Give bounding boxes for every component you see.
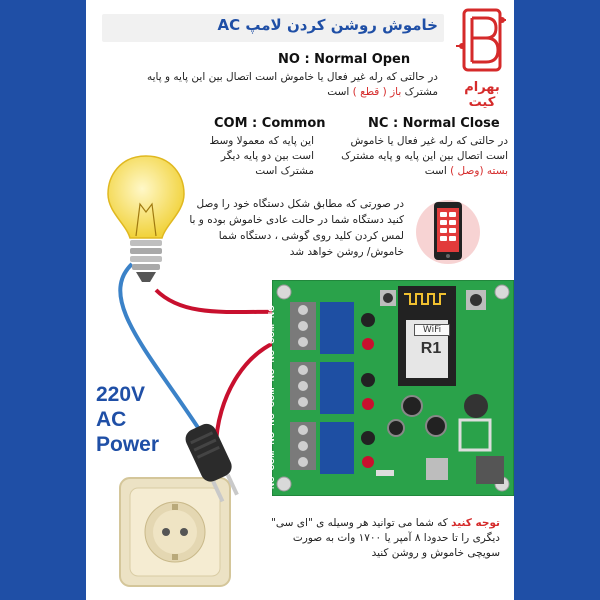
left-blue-frame — [0, 0, 86, 600]
terminal-label-nc-2: NC — [266, 413, 276, 426]
terminal-label-nc-1: NC — [266, 350, 276, 363]
instructions-text: در صورتی که مطابق شکل دستگاه خود را وصل کنید دستگاه شما در حالت عادی خاموش بوده و با لمس کردن کلید روی گوشی ، دستگاه شما خاموش/ روشن خواهد شد — [189, 198, 404, 258]
power-type: AC — [96, 408, 127, 431]
relay-1 — [320, 302, 354, 354]
power-voltage: 220V — [96, 383, 146, 406]
nc-text-before: در حالتی که رله غیر فعال یا خاموش است اتصال بین این پایه و پایه مشترک — [341, 135, 508, 162]
terminal-block-1 — [290, 302, 316, 350]
note-text — [264, 516, 500, 561]
module-model-label: R1 — [420, 340, 442, 357]
wifi-module-label: WiFi — [414, 324, 450, 336]
terminal-label-com-2: COM — [266, 387, 276, 408]
terminal-label-nc-3: NC — [266, 476, 276, 489]
terminal-label-com-3: COM — [266, 450, 276, 471]
content-sheet — [86, 0, 514, 600]
power-word: Power — [96, 433, 160, 456]
terminal-block-3 — [290, 422, 316, 470]
relay-2 — [320, 362, 354, 414]
nc-text-after: است — [424, 165, 447, 177]
right-blue-frame — [514, 0, 600, 600]
terminal-label-com-1: COM — [266, 324, 276, 344]
relay-board — [272, 280, 514, 496]
no-state-highlight: باز ( قطع ) — [352, 86, 402, 98]
wall-socket-icon — [116, 420, 264, 600]
no-text-after: است — [327, 86, 350, 98]
terminal-block-2 — [290, 362, 316, 410]
no-heading: NO : Normal Open — [278, 52, 411, 67]
terminal-label-no-3: NO — [266, 431, 276, 445]
terminal-label-no-1: NO — [266, 305, 276, 318]
light-bulb-icon — [104, 152, 188, 292]
terminal-labels — [264, 302, 284, 492]
nc-heading: NC : Normal Close — [368, 116, 500, 131]
page-title: خاموش روشن کردن لامپ AC — [217, 16, 438, 34]
brand-name: بهرام کیت — [464, 80, 500, 110]
com-description: این پایه که معمولا وسط است بین دو پایه دیگر مشترک است — [209, 135, 314, 177]
com-heading: COM : Common — [214, 116, 326, 131]
no-text-before: در حالتی که رله غیر فعال یا خاموش است اتصال بین این پایه و پایه مشترک — [147, 71, 438, 98]
relay-3 — [320, 422, 354, 474]
terminal-label-no-2: NO — [266, 368, 276, 382]
nc-state-highlight: بسته (وصل ) — [450, 165, 508, 177]
note-body: که شما می توانید هر وسیله ی "ای سی" دیگری را تا حدودا ۸ آمپر یا ۱۷۰۰ وات به صورت سویچی خاموش و روشن کنید — [271, 517, 500, 559]
note-highlight: توجه کنید — [451, 517, 500, 529]
